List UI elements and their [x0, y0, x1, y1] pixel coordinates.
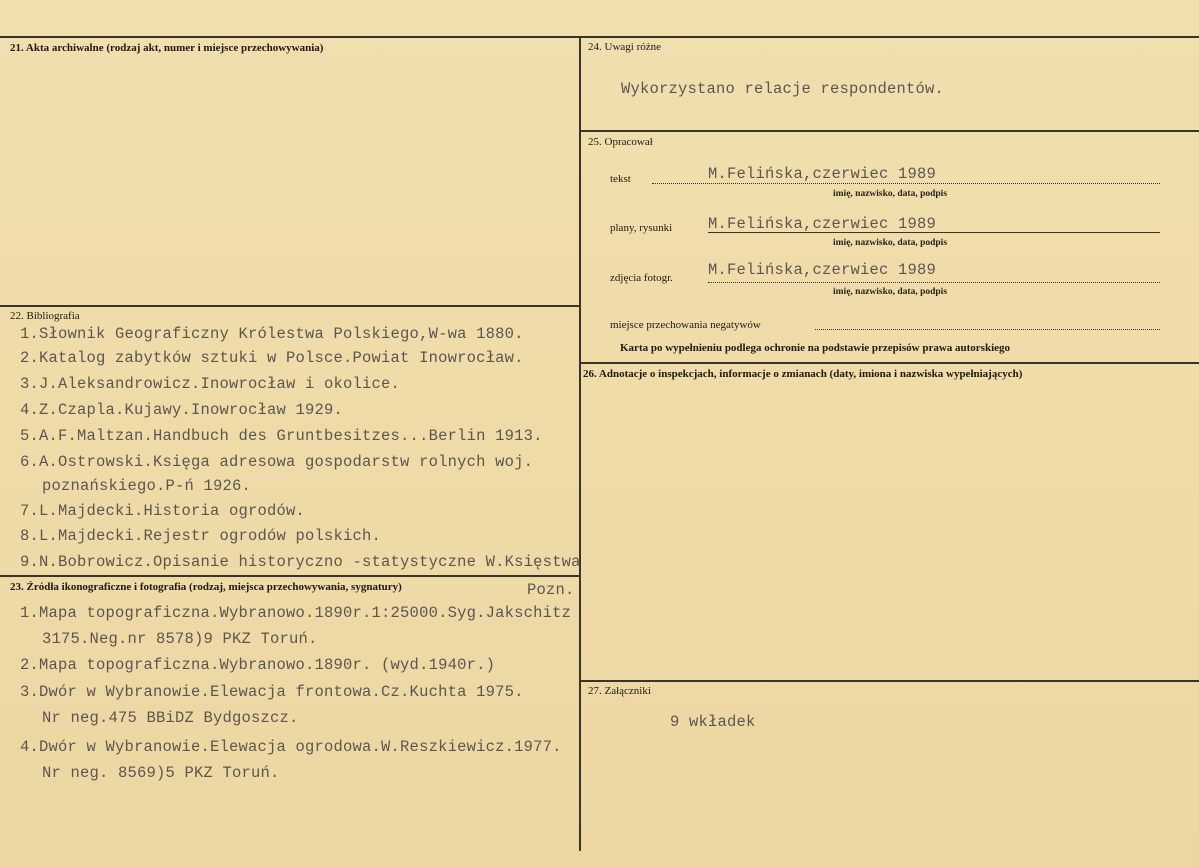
bibliography-line: 3.J.Aleksandrowicz.Inowrocław i okolice. — [20, 375, 401, 393]
section-27-label: 27. Załączniki — [588, 685, 651, 697]
divider-26-27 — [580, 680, 1199, 682]
section-24-label: 24. Uwagi różne — [588, 41, 662, 53]
iconography-line: 3.Dwór w Wybranowie.Elewacja frontowa.Cz.Kuchta 1975. — [20, 683, 524, 701]
bibliography-line: 2.Katalog zabytków sztuki w Polsce.Powiat Inowrocław. — [20, 349, 524, 367]
center-divider — [579, 36, 581, 851]
signature-line-tekst — [652, 183, 1160, 184]
signature-line-zdjecia — [708, 282, 1160, 283]
section-22-label: 22. Bibliografia — [10, 310, 80, 322]
negatives-line — [815, 329, 1160, 330]
section-25-label: 25. Opracował — [588, 136, 653, 148]
signature-value-zdjecia: M.Felińska,czerwiec 1989 — [708, 261, 937, 279]
divider-24-25 — [580, 130, 1199, 132]
iconography-continuation: Pozn. — [527, 581, 575, 599]
section-23-label: 23. Źródła ikonograficzne i fotografia (rodzaj, miejsca przechowywania, sygnatury) — [10, 581, 402, 593]
attachments-text: 9 wkładek — [670, 713, 756, 731]
iconography-line: 1.Mapa topograficzna.Wybranowo.1890r.1:25000.Syg.Jakschitz — [20, 604, 572, 622]
signature-caption-plany: imię, nazwisko, data, podpis — [833, 238, 948, 248]
iconography-line: 4.Dwór w Wybranowie.Elewacja ogrodowa.W.Reszkiewicz.1977. — [20, 738, 562, 756]
row-label-tekst: tekst — [610, 173, 631, 185]
iconography-line: Nr neg. 8569)5 PKZ Toruń. — [42, 764, 280, 782]
section-26-label: 26. Adnotacje o inspekcjach, informacje o zmianach (daty, imiona i nazwiska wypełniających) — [583, 368, 1023, 380]
signature-caption-zdjecia: imię, nazwisko, data, podpis — [833, 287, 948, 297]
top-border — [0, 36, 1199, 38]
bibliography-line: 4.Z.Czapla.Kujawy.Inowrocław 1929. — [20, 401, 344, 419]
bibliography-line: 6.A.Ostrowski.Księga adresowa gospodarstw rolnych woj. — [20, 453, 534, 471]
bibliography-line: 5.A.F.Maltzan.Handbuch des Gruntbesitzes...Berlin 1913. — [20, 427, 543, 445]
bibliography-line: 1.Słownik Geograficzny Królestwa Polskiego,W-wa 1880. — [20, 325, 524, 343]
section-21-label: 21. Akta archiwalne (rodzaj akt, numer i miejsce przechowywania) — [10, 42, 324, 54]
divider-21-22 — [0, 305, 580, 307]
row-label-zdjecia: zdjęcia fotogr. — [610, 272, 673, 284]
signature-caption-tekst: imię, nazwisko, data, podpis — [833, 189, 948, 199]
row-label-plany: plany, rysunki — [610, 222, 673, 234]
signature-value-plany: M.Felińska,czerwiec 1989 — [708, 215, 937, 233]
bibliography-line: 9.N.Bobrowicz.Opisanie historyczno -statystyczne W.Księstwa — [20, 553, 581, 571]
divider-22-23 — [0, 575, 580, 577]
signature-value-tekst: M.Felińska,czerwiec 1989 — [708, 165, 937, 183]
remarks-text: Wykorzystano relacje respondentów. — [621, 80, 945, 98]
bibliography-line: 7.L.Majdecki.Historia ogrodów. — [20, 502, 306, 520]
bibliography-line: 8.L.Majdecki.Rejestr ogrodów polskich. — [20, 527, 382, 545]
divider-25-26 — [580, 362, 1199, 364]
negatives-label: miejsce przechowania negatywów — [610, 319, 761, 331]
iconography-line: 3175.Neg.nr 8578)9 PKZ Toruń. — [42, 630, 318, 648]
copyright-notice: Karta po wypełnieniu podlega ochronie na podstawie przepisów prawa autorskiego — [620, 342, 1011, 354]
iconography-line: 2.Mapa topograficzna.Wybranowo.1890r. (wyd.1940r.) — [20, 656, 496, 674]
iconography-line: Nr neg.475 BBiDZ Bydgoszcz. — [42, 709, 299, 727]
bibliography-line: poznańskiego.P-ń 1926. — [42, 477, 252, 495]
